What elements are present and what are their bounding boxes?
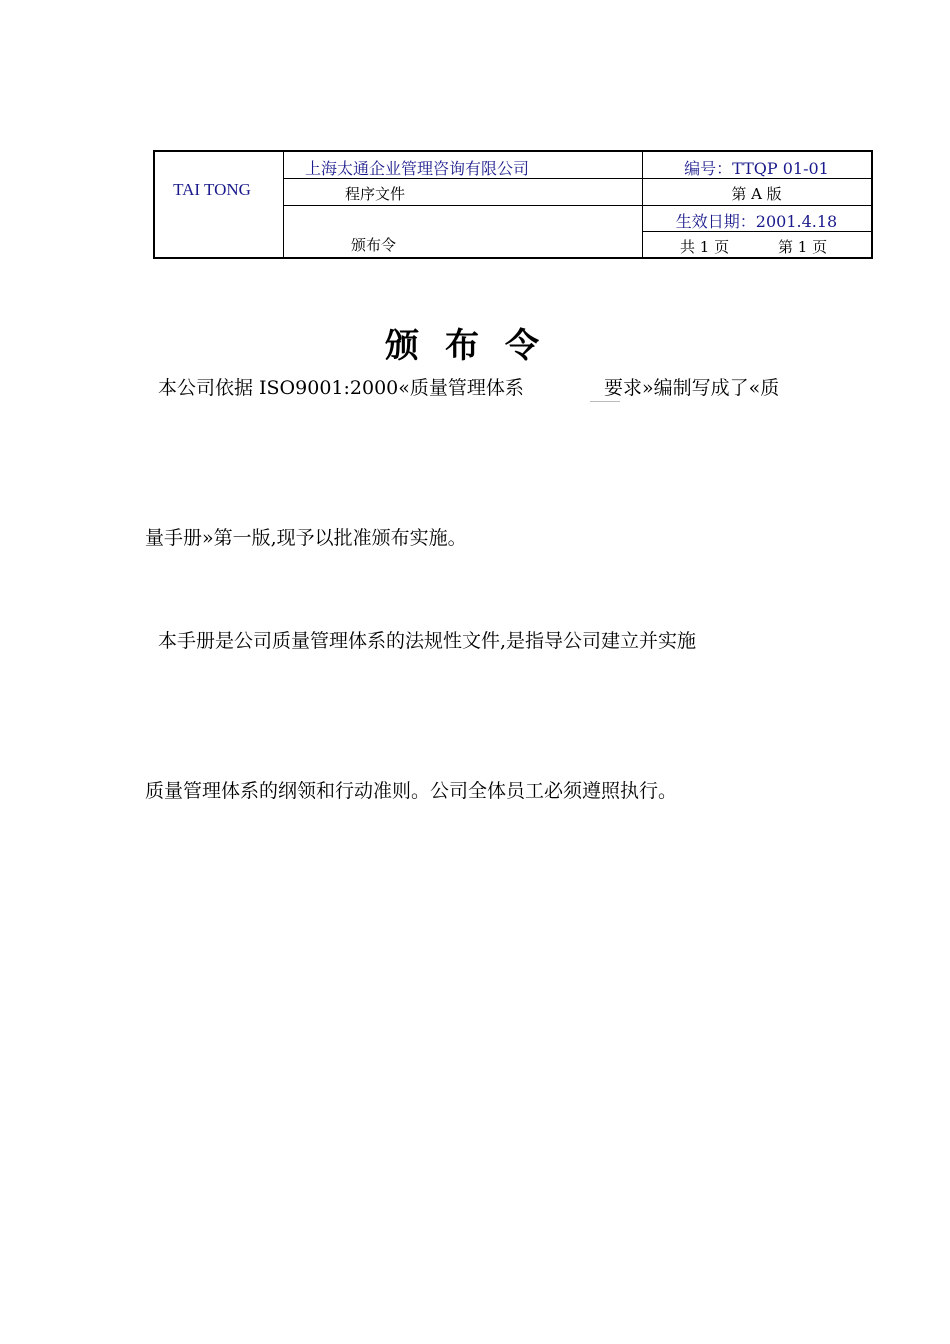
company-logo-text: TAI TONG — [173, 180, 251, 199]
effective-date: 生效日期：2001.4.18 — [675, 212, 838, 231]
underline-mark — [590, 401, 620, 402]
table-divider — [642, 205, 871, 206]
page-title: 颁布令 — [385, 326, 565, 366]
document-title-label: 颁布令 — [351, 236, 397, 254]
table-divider — [283, 205, 642, 206]
company-name: 上海太通企业管理咨询有限公司 — [305, 159, 530, 178]
edition: 第 A 版 — [731, 185, 782, 203]
paragraph-1-line-1a: 本公司依据 ISO9001:2000«质量管理体系 — [158, 377, 524, 399]
paragraph-2-line-1: 本手册是公司质量管理体系的法规性文件,是指导公司建立并实施 — [158, 630, 697, 652]
total-pages: 共 1 页 — [680, 238, 730, 256]
page-number: 第 1 页 — [778, 238, 828, 256]
document-header-table — [153, 150, 873, 259]
paragraph-1-line-1b: 要求»编制写成了«质 — [604, 377, 780, 399]
document-number: 编号：TTQP 01-01 — [684, 159, 829, 178]
document-type: 程序文件 — [345, 185, 406, 203]
paragraph-1-line-2: 量手册»第一版,现予以批准颁布实施。 — [145, 527, 467, 549]
paragraph-2-line-2: 质量管理体系的纲领和行动准则。公司全体员工必须遵照执行。 — [145, 780, 678, 802]
